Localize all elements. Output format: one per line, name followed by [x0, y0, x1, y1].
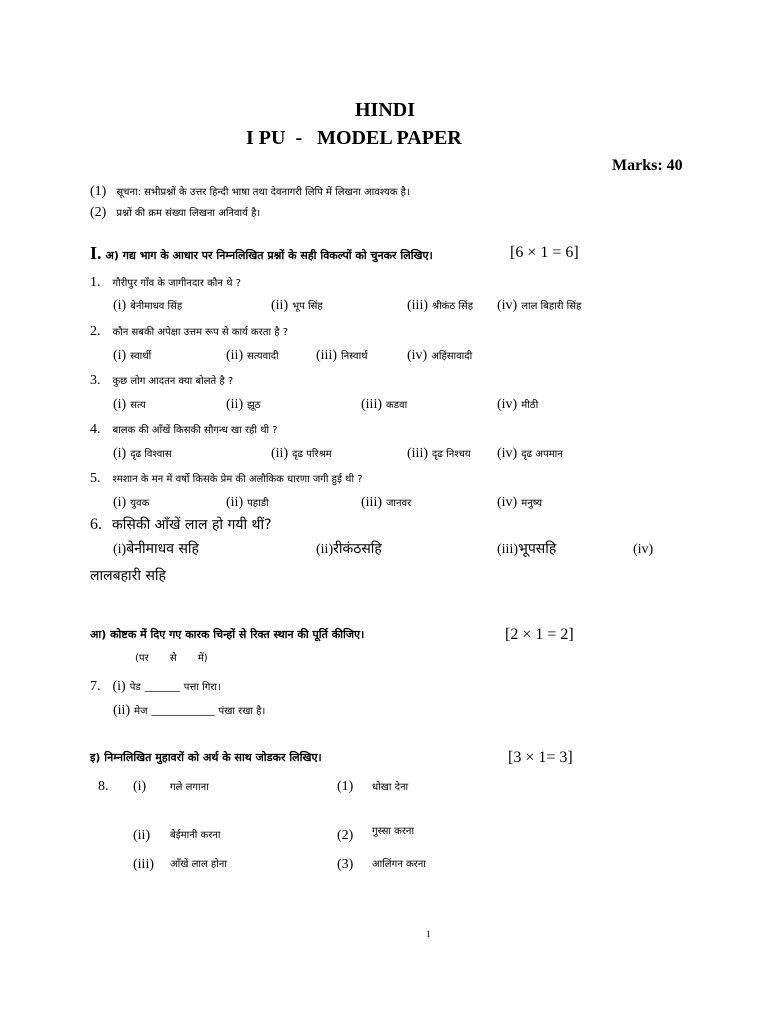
option-text: निस्वार्थ: [341, 351, 368, 362]
option-label: (i): [113, 397, 127, 412]
option-text: कडवा: [386, 400, 408, 411]
choice-item: में): [197, 653, 208, 664]
question-7-item-2: [113, 701, 265, 719]
question-3: [90, 371, 233, 389]
option: [316, 346, 368, 364]
option-label: (ii): [226, 397, 244, 412]
paper-title: I PU - MODEL PAPER: [246, 127, 462, 149]
meaning-number: (1): [337, 779, 354, 794]
fill-blank: _________: [151, 703, 215, 718]
idiom-label: (ii): [133, 828, 151, 843]
option-text: बेनीमाधव सिंह: [130, 301, 183, 312]
option-label: (iv): [633, 542, 654, 557]
option-label: (i): [113, 446, 127, 461]
option: [113, 296, 182, 314]
fill-blank: _____: [144, 679, 180, 694]
option-label: (ii): [226, 495, 244, 510]
item-text-before: मेज: [134, 706, 148, 717]
option-text: भूप सिंह: [292, 301, 323, 312]
option-text: रीकंठसहि: [333, 541, 382, 557]
option: [497, 296, 581, 314]
option: [407, 444, 471, 462]
option-text: दृढ परिश्रम: [292, 449, 332, 460]
section-2-heading: आ) कोष्टक में दिए गए कारक चिन्हों से रिक्त स्थान की पूर्ति कीजिए।: [90, 628, 365, 641]
option-label: (iv): [497, 397, 518, 412]
option: [407, 346, 472, 364]
karak-choices: [135, 653, 208, 664]
instruction-text: प्रश्नों की क्रम संख्या लिखना अनिवार्य है।: [116, 208, 261, 219]
section-2-marks: [2 × 1 = 2]: [505, 626, 574, 643]
option: [497, 395, 538, 413]
meaning-text: गुस्सा करना: [372, 826, 415, 837]
option-label: (iii): [497, 542, 518, 557]
option-text: भूपसहि: [518, 541, 557, 557]
option: [316, 540, 382, 558]
option-text: सत्य: [130, 400, 146, 411]
option: [633, 540, 653, 558]
question-number: 1.: [90, 275, 101, 290]
option-text: युवक: [130, 498, 150, 509]
option-label: (ii): [271, 298, 289, 313]
option-label: (iii): [407, 298, 428, 313]
option-label: (ii): [226, 348, 244, 363]
option-continued-text: लालबहारी सहि: [90, 568, 166, 584]
option-label: (iv): [407, 348, 428, 363]
idiom-text: आँखें लाल होना: [170, 859, 227, 870]
option-label: (i): [113, 495, 127, 510]
question-number: 7.: [90, 679, 101, 694]
option-text: सत्यवादी: [247, 351, 279, 362]
question-text: कौन सबकी अपेक्षा उत्तम रूप से कार्य करता है ?: [112, 327, 289, 338]
item-text-after: पत्ता गिरा।: [183, 682, 221, 693]
question-7: [90, 677, 221, 695]
option: [361, 395, 407, 413]
choice-item: से: [169, 653, 177, 664]
instruction-2: [90, 203, 260, 221]
option-text: दृढ अपमान: [521, 449, 563, 460]
option: [113, 395, 146, 413]
option: [271, 296, 323, 314]
question-text: श्मशान के मन में वर्षो किसके प्रेम की अलौकिक धारणा जगी हुई थी ?: [112, 474, 363, 485]
option: [407, 296, 473, 314]
option-text: जानवर: [386, 498, 412, 509]
option-label: (iii): [361, 495, 382, 510]
option-label: (iv): [497, 495, 518, 510]
meaning-text: आलिंगन करना: [372, 859, 426, 870]
option-label: (ii): [271, 446, 289, 461]
option: [113, 540, 199, 558]
question-1: [90, 273, 241, 291]
option: [361, 493, 411, 511]
question-5: [90, 469, 363, 487]
meaning-text: धोखा देना: [372, 782, 409, 793]
option-text: लाल बिहारी सिंह: [521, 301, 582, 312]
instruction-number: (2): [90, 205, 107, 220]
option-label: (iii): [316, 348, 337, 363]
instruction-number: (1): [90, 184, 107, 199]
item-text-before: पेड: [129, 682, 141, 693]
choice-item: (पर: [135, 653, 149, 664]
instruction-text: सूचना: सभीप्रश्नों के उत्तर हिन्दी भाषा तथा देवनागरी लिपि में लिखना आवश्यक है।: [116, 187, 410, 198]
option-text: दृढ निश्चय: [432, 449, 471, 460]
question-text: गौरीपुर गाँव के जागीनदार कौन थे ?: [112, 278, 241, 289]
question-number: 5.: [90, 471, 101, 486]
item-label: (i): [112, 679, 126, 694]
option-text: अहिंसावादी: [431, 351, 473, 362]
option-text: श्रीकंठ सिंह: [432, 301, 473, 312]
option-text: झूठ: [247, 400, 261, 411]
idiom-label: (i): [133, 779, 147, 794]
option: [113, 444, 172, 462]
option: [226, 395, 260, 413]
option: [113, 346, 151, 364]
option-text: पहाडी: [247, 498, 269, 509]
idiom-text: बेईमानी करना: [170, 830, 221, 841]
idiom-label: (iii): [133, 857, 154, 872]
meaning-number: (3): [337, 857, 354, 872]
instruction-1: [90, 182, 410, 200]
idiom-text: गले लगाना: [170, 782, 209, 793]
question-number: 4.: [90, 422, 101, 437]
question-number: 2.: [90, 324, 101, 339]
option-label: (iv): [497, 298, 518, 313]
section-3-heading: इ) निम्नलिखित मुहावरों को अर्थ के साथ जोडकर लिखिए।: [90, 751, 322, 764]
question-text: कसिकी आँखें लाल हो गयी थीं?: [112, 517, 272, 533]
option-label: (iii): [407, 446, 428, 461]
question-8-number: 8.: [98, 779, 109, 794]
section-roman-numeral: I.: [90, 243, 102, 263]
option: [497, 493, 542, 511]
item-label: (ii): [113, 703, 131, 718]
option: [271, 444, 332, 462]
subject-title: HINDI: [355, 99, 416, 121]
option-text: स्वार्थी: [130, 351, 152, 362]
option-text: बेनीमाधव सहि: [126, 541, 199, 557]
question-4: [90, 420, 278, 438]
question-2: [90, 322, 288, 340]
section-3-marks: [3 × 1= 3]: [508, 749, 573, 766]
section-1-heading: [90, 244, 433, 264]
option-label: (i): [113, 348, 127, 363]
option-text: मीठी: [521, 400, 539, 411]
option-label: (ii): [316, 542, 334, 557]
total-marks: Marks: 40: [612, 157, 683, 174]
option: [226, 493, 269, 511]
option: [226, 346, 279, 364]
section-heading-text: अ) गद्य भाग के आधार पर निम्नलिखित प्रश्नों के सही विकल्पों को चुनकर लिखिए।: [105, 249, 433, 262]
question-text: कुछ लोग आदतन क्या बोलते है ?: [112, 376, 234, 387]
question-text: बालक की आँखें किसकी सौगन्ध खा रही थी ?: [112, 425, 278, 436]
page-number: 1: [426, 929, 431, 939]
section-1-marks: [6 × 1 = 6]: [510, 244, 579, 261]
option-text: दृढ विश्वास: [130, 449, 172, 460]
option-label: (iv): [497, 446, 518, 461]
option: [113, 493, 149, 511]
item-text-after: पंखा रखा है।: [218, 706, 266, 717]
option: [497, 444, 563, 462]
question-6: [90, 516, 272, 534]
question-number: 3.: [90, 373, 101, 388]
meaning-number: (2): [337, 828, 354, 843]
option-label: (i): [113, 298, 127, 313]
option-text: मनुष्य: [521, 498, 543, 509]
option: [497, 540, 556, 558]
question-number: 6.: [90, 516, 102, 533]
option-label: (i): [113, 542, 127, 557]
option-label: (iii): [361, 397, 382, 412]
